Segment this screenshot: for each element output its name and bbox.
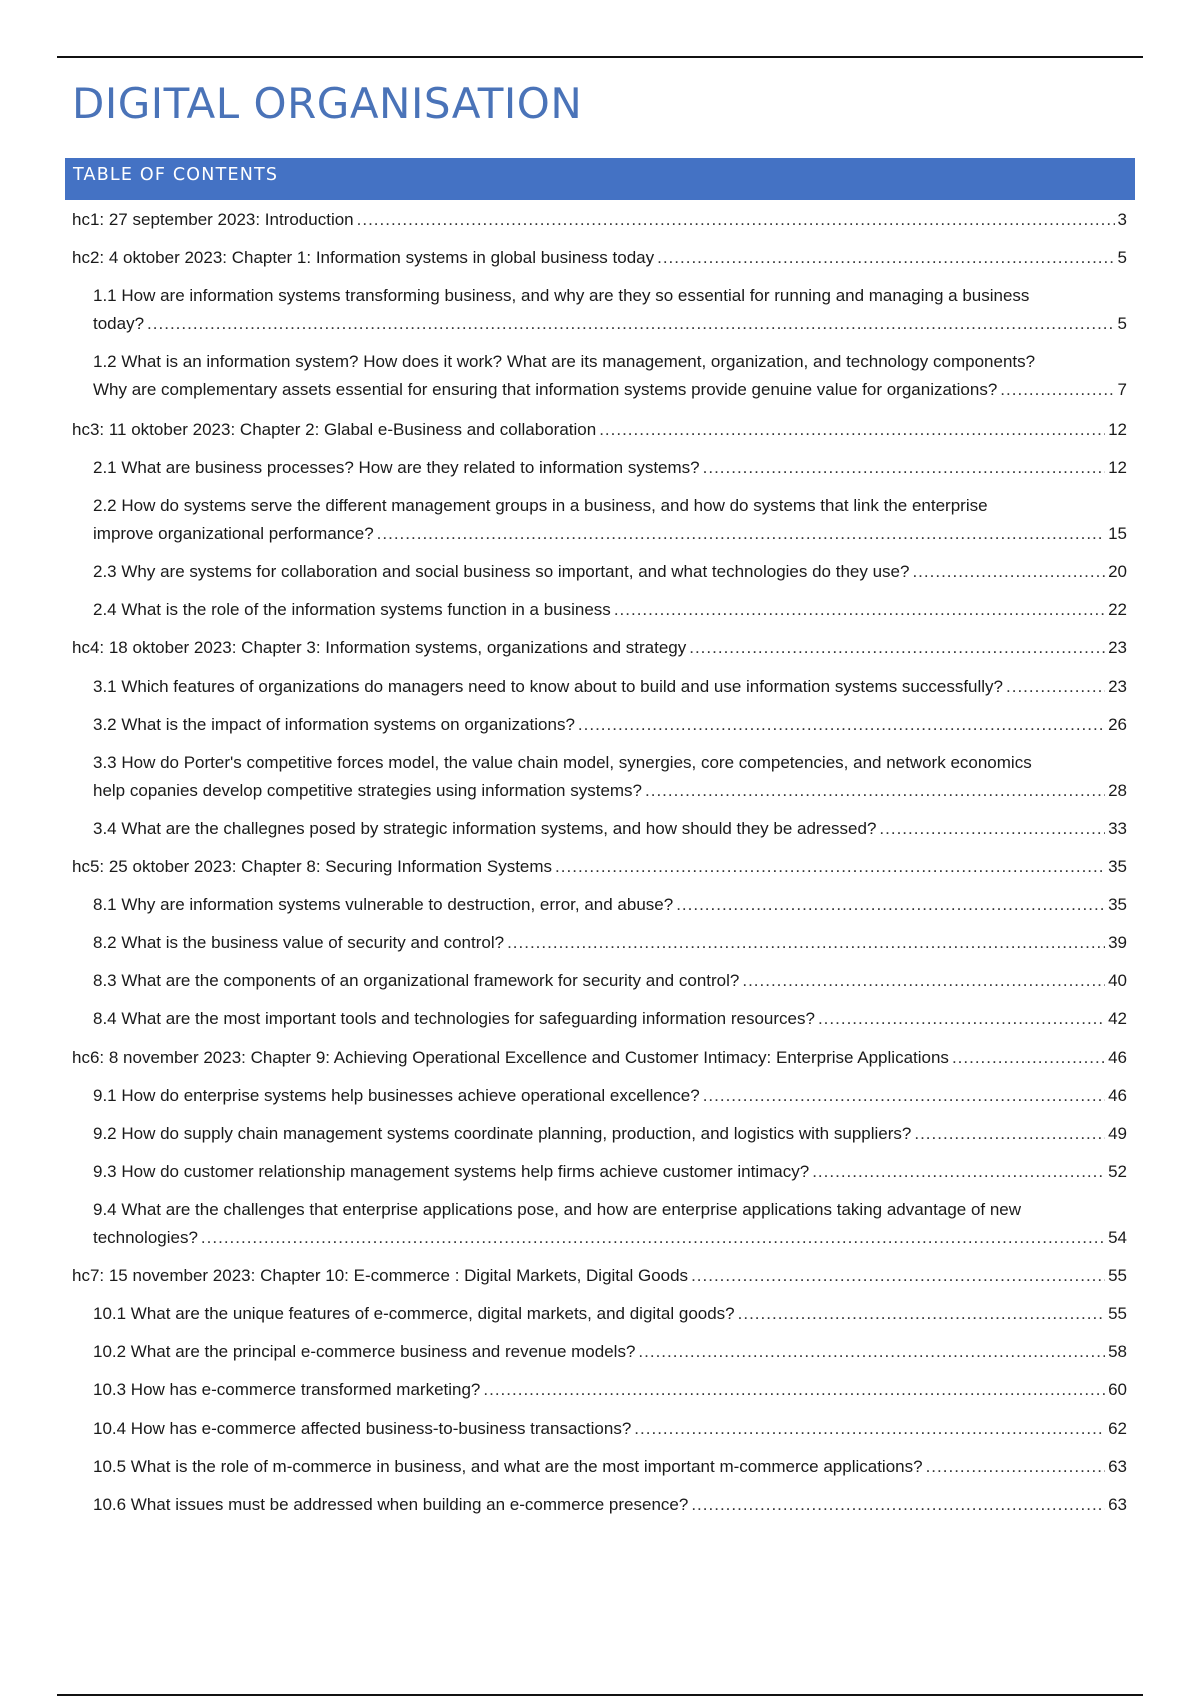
dot-leader: [912, 558, 1105, 586]
dot-leader: [914, 1120, 1105, 1148]
toc-section-entry[interactable]: [93, 492, 1127, 548]
toc-page-number: 54: [1108, 1228, 1127, 1247]
toc-entry-line: [72, 1262, 1127, 1290]
toc-entry-title: Why are complementary assets essential for ensuring that information systems provide genuine value for organizations?: [93, 380, 998, 399]
dot-leader: [578, 711, 1105, 739]
dot-leader: [738, 1300, 1105, 1328]
toc-entry-title: 10.3 How has e-commerce transformed marketing?: [93, 1380, 481, 1399]
toc-entry-title: 10.2 What are the principal e-commerce business and revenue models?: [93, 1342, 636, 1361]
toc-entry-line: [93, 1158, 1127, 1186]
toc-entry-title: help copanies develop competitive strategies using information systems?: [93, 781, 643, 800]
toc-section-entry[interactable]: [93, 673, 1127, 701]
toc-entry-line: [93, 1338, 1127, 1366]
toc-entry-title: technologies?: [93, 1228, 198, 1247]
toc-entry-line: [93, 967, 1127, 995]
toc-entry-line: [93, 596, 1127, 624]
toc-entry-line: [93, 1491, 1127, 1519]
toc-section-entry[interactable]: [93, 1158, 1127, 1186]
toc-page-number: 52: [1108, 1162, 1127, 1181]
toc-section-entry[interactable]: [93, 1338, 1127, 1366]
dot-leader: [555, 853, 1105, 881]
toc-entry-title: 2.1 What are business processes? How are they related to information systems?: [93, 458, 700, 477]
dot-leader: [614, 596, 1105, 624]
toc-entry-title: hc6: 8 november 2023: Chapter 9: Achieving Operational Excellence and Customer Intimacy: Enterprise Applications: [72, 1048, 949, 1067]
toc-page-number: 3: [1117, 210, 1127, 229]
toc-page-number: 35: [1108, 857, 1127, 876]
toc-entry-line: [93, 815, 1127, 843]
toc-entry-line: [72, 634, 1127, 662]
toc-entry-line: [93, 711, 1127, 739]
toc-entry-title: 9.3 How do customer relationship management systems help firms achieve customer intimacy?: [93, 1162, 810, 1181]
toc-entry-title: 1.1 How are information systems transforming business, and why are they so essential for running and managing a business: [93, 286, 1030, 305]
dot-leader: [657, 244, 1114, 272]
toc-entry-title: 10.1 What are the unique features of e-commerce, digital markets, and digital goods?: [93, 1304, 735, 1323]
toc-page-number: 22: [1108, 600, 1127, 619]
toc-entry-line: [93, 1005, 1127, 1033]
toc-entry-line: [72, 416, 1127, 444]
toc-entry-line: [93, 1453, 1127, 1481]
toc-entry-title: hc1: 27 september 2023: Introduction: [72, 210, 354, 229]
toc-entry-line: [93, 492, 1127, 520]
toc-entry-title: 2.3 Why are systems for collaboration and social business so important, and what technologies do they use?: [93, 562, 910, 581]
toc-section-entry[interactable]: [93, 1415, 1127, 1443]
toc-page-number: 20: [1108, 562, 1127, 581]
toc-section-entry[interactable]: [93, 1196, 1127, 1252]
toc-entry-line: [93, 1082, 1127, 1110]
toc-page-number: 33: [1108, 819, 1127, 838]
document-title: DIGITAL ORGANISATION: [72, 79, 583, 128]
toc-section-entry[interactable]: [93, 711, 1127, 739]
dot-leader: [691, 1491, 1105, 1519]
toc-entry-line: [93, 454, 1127, 482]
toc-entry-title: 3.3 How do Porter's competitive forces model, the value chain model, synergies, core competencies, and network economics: [93, 753, 1032, 772]
toc-section-entry[interactable]: [93, 749, 1127, 805]
toc-entry-title: 9.2 How do supply chain management systems coordinate planning, production, and logistics with suppliers?: [93, 1124, 912, 1143]
toc-section-entry[interactable]: [93, 1376, 1127, 1404]
dot-leader: [676, 891, 1105, 919]
toc-page-number: 28: [1108, 781, 1127, 800]
toc-entry-line: [93, 749, 1127, 777]
dot-leader: [201, 1224, 1105, 1252]
toc-page-number: 55: [1108, 1266, 1127, 1285]
toc-entry-title: hc5: 25 oktober 2023: Chapter 8: Securing Information Systems: [72, 857, 553, 876]
toc-section-entry[interactable]: [93, 1453, 1127, 1481]
dot-leader: [689, 634, 1105, 662]
toc-section-entry[interactable]: [93, 815, 1127, 843]
toc-page-number: 46: [1108, 1048, 1127, 1067]
toc-lecture-entry[interactable]: [72, 1044, 1127, 1072]
toc-page-number: 7: [1117, 380, 1127, 399]
toc-section-entry[interactable]: [93, 282, 1127, 338]
toc-lecture-entry[interactable]: [72, 634, 1127, 662]
toc-section-entry[interactable]: [93, 596, 1127, 624]
toc-entry-line: [93, 348, 1127, 376]
toc-entry-line: [93, 1300, 1127, 1328]
toc-entry-line: [93, 1224, 1127, 1252]
toc-page-number: 42: [1108, 1009, 1127, 1028]
toc-entry-title: hc4: 18 oktober 2023: Chapter 3: Information systems, organizations and strategy: [72, 638, 687, 657]
toc-page-number: 26: [1108, 715, 1127, 734]
toc-lecture-entry[interactable]: [72, 244, 1127, 272]
toc-entry-title: 8.2 What is the business value of security and control?: [93, 933, 505, 952]
toc-lecture-entry[interactable]: [72, 853, 1127, 881]
toc-entry-line: [93, 777, 1127, 805]
toc-entry-title: 9.4 What are the challenges that enterprise applications pose, and how are enterprise applications taking advantage of new: [93, 1200, 1022, 1219]
dot-leader: [507, 929, 1105, 957]
toc-section-entry[interactable]: [93, 967, 1127, 995]
toc-entry-title: 3.2 What is the impact of information systems on organizations?: [93, 715, 575, 734]
toc-entry-title: 8.1 Why are information systems vulnerable to destruction, error, and abuse?: [93, 895, 674, 914]
toc-entry-line: [93, 310, 1127, 338]
toc-lecture-entry[interactable]: [72, 1262, 1127, 1290]
dot-leader: [818, 1005, 1105, 1033]
toc-entry-title: 2.2 How do systems serve the different management groups in a business, and how do systems that link the enterprise: [93, 496, 988, 515]
toc-page-number: 39: [1108, 933, 1127, 952]
toc-entry-title: 2.4 What is the role of the information systems function in a business: [93, 600, 611, 619]
toc-entry-line: [72, 206, 1127, 234]
dot-leader: [926, 1453, 1106, 1481]
toc-section-entry[interactable]: [93, 1491, 1127, 1519]
toc-entry-line: [93, 376, 1127, 404]
toc-section-entry[interactable]: [93, 1005, 1127, 1033]
toc-entry-title: 10.5 What is the role of m-commerce in business, and what are the most important m-commerce applications?: [93, 1457, 923, 1476]
dot-leader: [812, 1158, 1105, 1186]
toc-entry-line: [93, 520, 1127, 548]
toc-section-entry[interactable]: [93, 891, 1127, 919]
toc-page-number: 35: [1108, 895, 1127, 914]
dot-leader: [147, 310, 1114, 338]
toc-page-number: 63: [1108, 1457, 1127, 1476]
toc-page-number: 5: [1117, 248, 1127, 267]
toc-section-entry[interactable]: [93, 1120, 1127, 1148]
toc-page-number: 15: [1108, 524, 1127, 543]
toc-entry-line: [93, 1415, 1127, 1443]
toc-entry-title: 10.6 What issues must be addressed when building an e-commerce presence?: [93, 1495, 689, 1514]
toc-section-entry[interactable]: [93, 1300, 1127, 1328]
toc-entry-line: [93, 891, 1127, 919]
dot-leader: [703, 454, 1105, 482]
toc-lecture-entry[interactable]: [72, 416, 1127, 444]
toc-entry-line: [93, 1376, 1127, 1404]
dot-leader: [599, 416, 1105, 444]
toc-entry-title: hc7: 15 november 2023: Chapter 10: E-commerce : Digital Markets, Digital Goods: [72, 1266, 689, 1285]
toc-entry-title: today?: [93, 314, 145, 333]
dot-leader: [645, 777, 1105, 805]
toc-entry-title: 1.2 What is an information system? How does it work? What are its management, organization, and technology components?: [93, 352, 1036, 371]
toc-entry-title: 8.4 What are the most important tools and technologies for safeguarding information resources?: [93, 1009, 815, 1028]
dot-leader: [1006, 673, 1105, 701]
toc-entry-line: [72, 244, 1127, 272]
dot-leader: [1000, 376, 1114, 404]
dot-leader: [357, 206, 1115, 234]
toc-entry-line: [93, 1120, 1127, 1148]
toc-page-number: 5: [1117, 314, 1127, 333]
toc-entry-title: 3.4 What are the challegnes posed by strategic information systems, and how should they be adressed?: [93, 819, 877, 838]
toc-heading: TABLE OF CONTENTS: [73, 165, 279, 185]
toc-entry-line: [72, 853, 1127, 881]
toc-entry-title: improve organizational performance?: [93, 524, 374, 543]
toc-entry-line: [93, 558, 1127, 586]
toc-page-number: 63: [1108, 1495, 1127, 1514]
toc-lecture-entry[interactable]: [72, 206, 1127, 234]
dot-leader: [879, 815, 1105, 843]
dot-leader: [377, 520, 1105, 548]
toc-section-entry[interactable]: [93, 348, 1127, 404]
dot-leader: [483, 1376, 1105, 1404]
toc-page-number: 12: [1108, 458, 1127, 477]
toc-entry-title: hc3: 11 oktober 2023: Chapter 2: Glabal e-Business and collaboration: [72, 420, 597, 439]
dot-leader: [952, 1044, 1105, 1072]
bottom-rule: [57, 1694, 1143, 1696]
dot-leader: [703, 1082, 1105, 1110]
toc-page-number: 58: [1108, 1342, 1127, 1361]
toc-entry-title: 10.4 How has e-commerce affected business-to-business transactions?: [93, 1419, 632, 1438]
toc-page-number: 49: [1108, 1124, 1127, 1143]
toc-entry-line: [72, 1044, 1127, 1072]
toc-entry-title: 9.1 How do enterprise systems help businesses achieve operational excellence?: [93, 1086, 700, 1105]
toc-page-number: 23: [1108, 638, 1127, 657]
toc-page-number: 62: [1108, 1419, 1127, 1438]
toc-entry-line: [93, 1196, 1127, 1224]
toc-entry-line: [93, 282, 1127, 310]
dot-leader: [638, 1338, 1105, 1366]
toc-section-entry[interactable]: [93, 1082, 1127, 1110]
toc-entry-title: 3.1 Which features of organizations do managers need to know about to build and use information systems successfully?: [93, 677, 1004, 696]
toc-page-number: 12: [1108, 420, 1127, 439]
dot-leader: [742, 967, 1105, 995]
toc-entry-title: hc2: 4 oktober 2023: Chapter 1: Information systems in global business today: [72, 248, 655, 267]
toc-page-number: 23: [1108, 677, 1127, 696]
toc-page-number: 40: [1108, 971, 1127, 990]
toc-entry-line: [93, 673, 1127, 701]
toc-section-entry[interactable]: [93, 454, 1127, 482]
toc-page-number: 60: [1108, 1380, 1127, 1399]
dot-leader: [634, 1415, 1105, 1443]
dot-leader: [691, 1262, 1105, 1290]
toc-section-entry[interactable]: [93, 929, 1127, 957]
toc-page-number: 46: [1108, 1086, 1127, 1105]
toc-page-number: 55: [1108, 1304, 1127, 1323]
toc-entry-title: 8.3 What are the components of an organizational framework for security and control?: [93, 971, 740, 990]
toc-entry-line: [93, 929, 1127, 957]
toc-section-entry[interactable]: [93, 558, 1127, 586]
